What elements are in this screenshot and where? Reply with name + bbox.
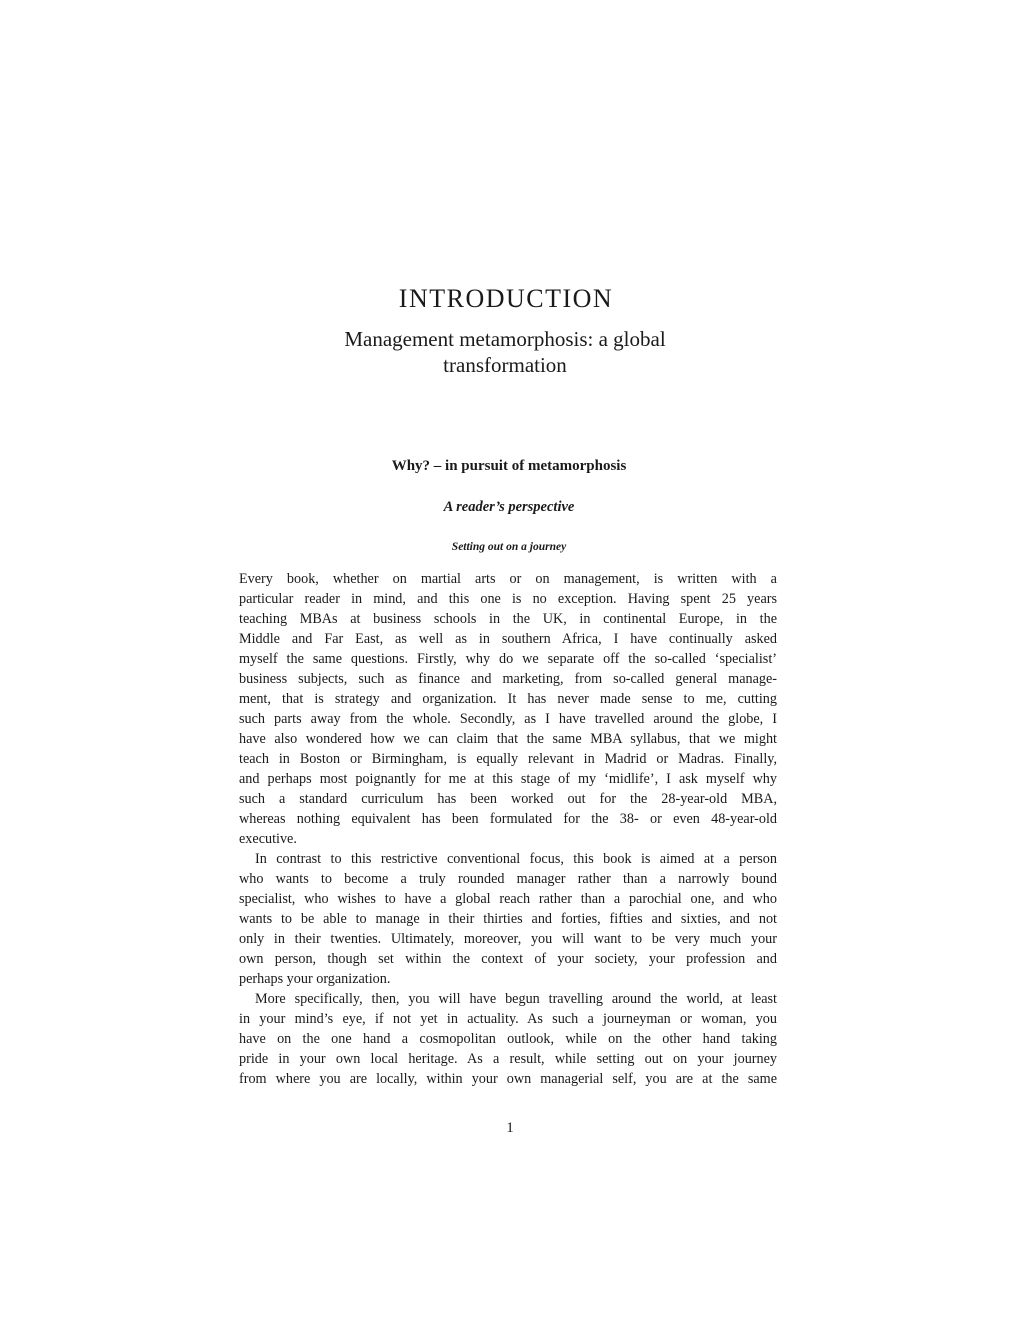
- subsubsection-heading: Setting out on a journey: [451, 541, 567, 553]
- text-line: and perhaps most poignantly for me at this stage of my ‘midlife’, I ask myself why: [239, 771, 777, 787]
- chapter-label: INTRODUCTION: [398, 284, 614, 313]
- subsection-heading: A reader’s perspective: [443, 499, 575, 515]
- text-line: pride in your own local heritage. As a result, while setting out on your journey: [239, 1051, 777, 1067]
- text-line: such a standard curriculum has been worked out for the 28-year-old MBA,: [239, 791, 777, 807]
- text-line: have on the one hand a cosmopolitan outlook, while on the other hand taking: [239, 1031, 777, 1047]
- chapter-title-line-1: Management metamorphosis: a global: [344, 327, 666, 351]
- text-line: perhaps your organization.: [239, 971, 391, 987]
- text-line: myself the same questions. Firstly, why do we separate off the so-called ‘specialist’: [239, 651, 777, 667]
- text-line: particular reader in mind, and this one is no exception. Having spent 25 years: [239, 591, 777, 607]
- text-line: More specifically, then, you will have begun travelling around the world, at least: [255, 991, 777, 1007]
- paragraph: [239, 569, 777, 849]
- text-line: wants to be able to manage in their thirties and forties, fifties and sixties, and not: [239, 911, 777, 927]
- text-line: ment, that is strategy and organization. It has never made sense to me, cutting: [239, 691, 777, 707]
- text-line: Every book, whether on martial arts or on management, is written with a: [239, 571, 777, 587]
- chapter-title-line-2: transformation: [443, 353, 567, 377]
- text-line: executive.: [239, 831, 297, 847]
- text-line: business subjects, such as finance and marketing, from so-called general manage-: [239, 671, 777, 687]
- paragraph: [239, 849, 777, 989]
- section-heading: Why? – in pursuit of metamorphosis: [391, 458, 627, 474]
- text-line: teach in Boston or Birmingham, is equally relevant in Madrid or Madras. Finally,: [239, 751, 777, 767]
- text-line: from where you are locally, within your own managerial self, you are at the same: [239, 1071, 777, 1087]
- chapter-title: [300, 326, 710, 378]
- text-line: only in their twenties. Ultimately, moreover, you will want to be very much your: [239, 931, 777, 947]
- text-line: In contrast to this restrictive conventional focus, this book is aimed at a person: [255, 851, 777, 867]
- text-line: such parts away from the whole. Secondly, as I have travelled around the globe, I: [239, 711, 777, 727]
- paragraph: [239, 989, 777, 1089]
- page-number: 1: [506, 1120, 514, 1136]
- text-line: teaching MBAs at business schools in the UK, in continental Europe, in the: [239, 611, 777, 627]
- text-line: in your mind’s eye, if not yet in actuality. As such a journeyman or woman, you: [239, 1011, 777, 1027]
- text-line: specialist, who wishes to have a global reach rather than a parochial one, and who: [239, 891, 777, 907]
- body-text: [239, 569, 777, 1089]
- text-line: who wants to become a truly rounded manager rather than a narrowly bound: [239, 871, 777, 887]
- text-line: own person, though set within the context of your society, your profession and: [239, 951, 777, 967]
- text-line: whereas nothing equivalent has been formulated for the 38- or even 48-year-old: [239, 811, 777, 827]
- text-line: have also wondered how we can claim that the same MBA syllabus, that we might: [239, 731, 777, 747]
- text-line: Middle and Far East, as well as in southern Africa, I have continually asked: [239, 631, 777, 647]
